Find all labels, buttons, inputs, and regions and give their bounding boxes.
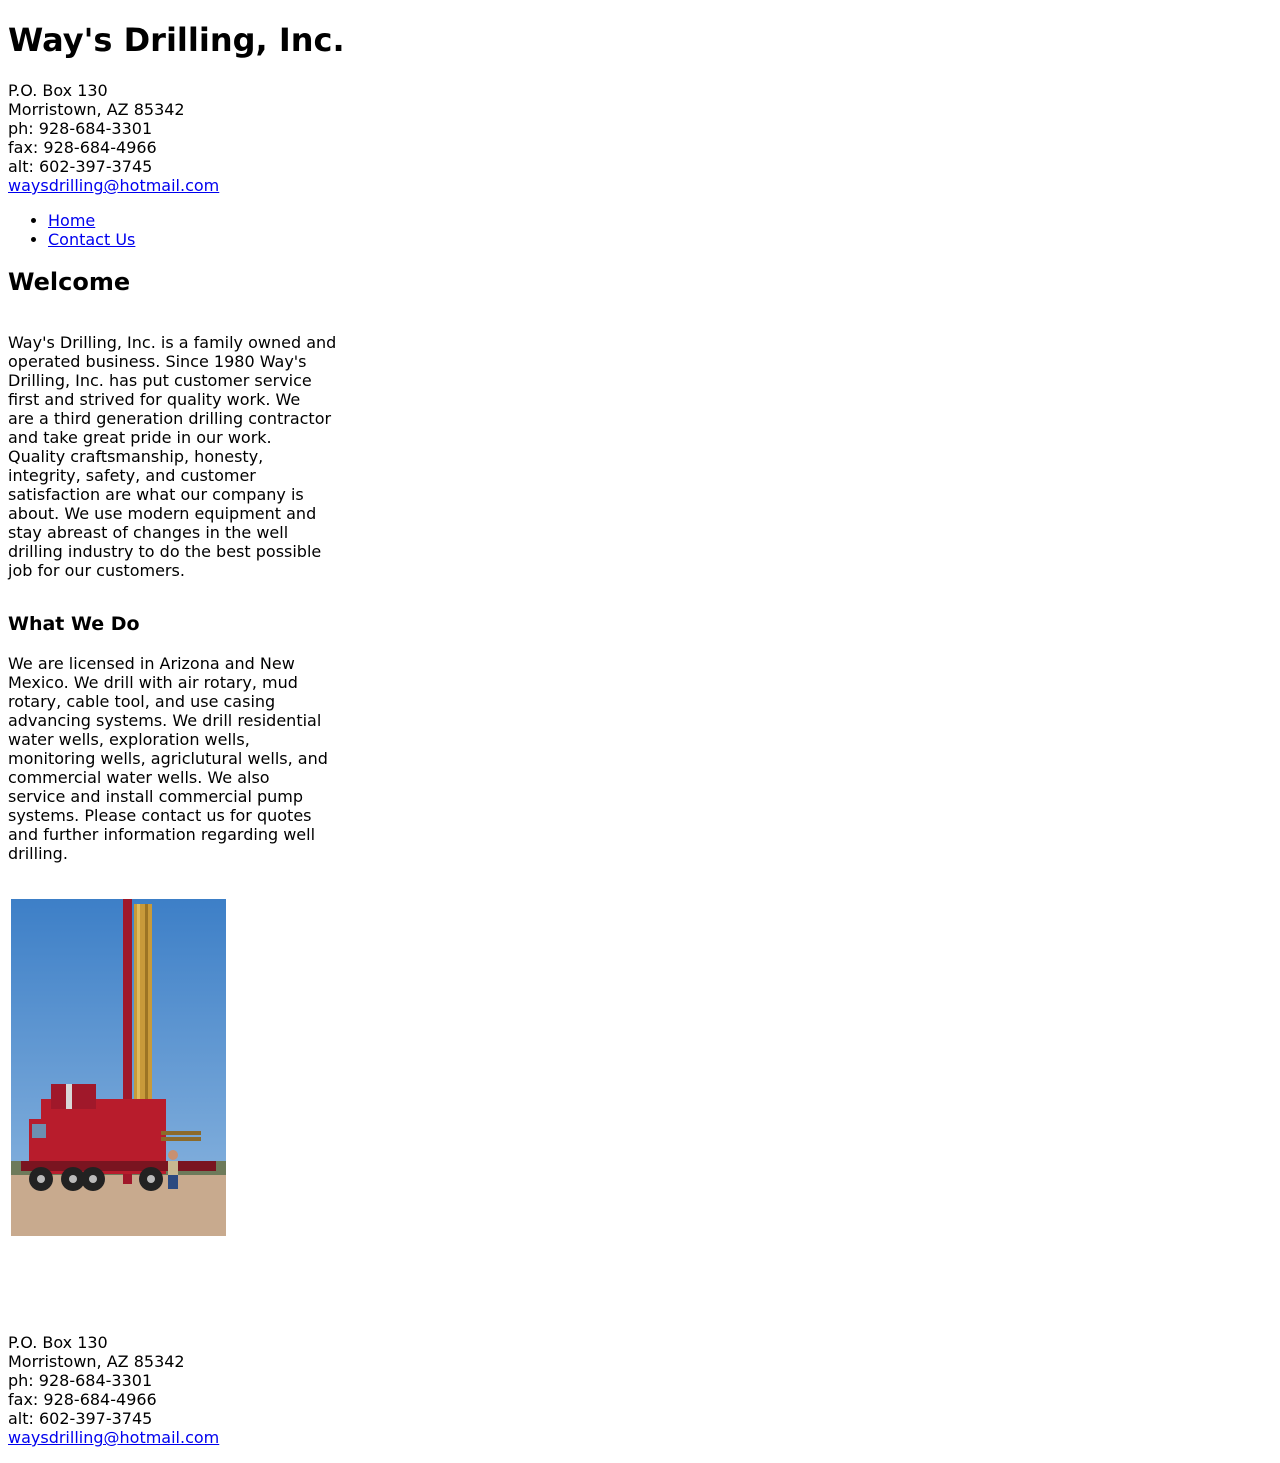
what-we-do-heading: What We Do [8,613,140,635]
what-we-do-paragraph: We are licensed in Arizona and New Mexico. We drill with air rotary, mud rotary, cable tool, and use casing advancing systems. We drill residential water wells, exploration wells, monitoring wells, agriclutural wells, and commercial water wells. We also service and install commercial pump systems. Please contact us for quotes and further information regarding well drilling. [8,654,328,863]
phone-number: ph: 928-684-3301 [8,119,153,138]
drilling-rig-photo [11,899,226,1236]
nav-link-home[interactable]: Home [48,211,96,230]
nav-link-contact-us[interactable]: Contact Us [48,230,136,249]
footer-alt-phone-number: alt: 602-397-3745 [8,1409,153,1428]
nav-item-home [48,211,135,230]
footer-address-line-1: P.O. Box 130 [8,1333,108,1352]
footer-address-line-2: Morristown, AZ 85342 [8,1352,185,1371]
footer-email-link[interactable]: waysdrilling@hotmail.com [8,1428,220,1447]
welcome-heading: Welcome [8,268,131,296]
email-link[interactable]: waysdrilling@hotmail.com [8,176,220,195]
nav-item-contact-us [48,230,135,249]
header-address [8,81,408,195]
main-nav [8,211,135,249]
site-title: Way's Drilling, Inc. [8,21,345,59]
footer-phone-number: ph: 928-684-3301 [8,1371,153,1390]
footer-address [8,1333,408,1447]
fax-number: fax: 928-684-4966 [8,138,157,157]
address-line-1: P.O. Box 130 [8,81,108,100]
alt-phone-number: alt: 602-397-3745 [8,157,153,176]
footer-fax-number: fax: 928-684-4966 [8,1390,157,1409]
welcome-paragraph: Way's Drilling, Inc. is a family owned and operated business. Since 1980 Way's Drilling, Inc. has put customer service first and strived for quality work. We are a third generation drilling contractor and take great pride in our work. Quality craftsmanship, honesty, integrity, safety, and customer satisfaction are what our company is about. We use modern equipment and stay abreast of changes in the well drilling industry to do the best possible job for our customers. [8,333,337,580]
address-line-2: Morristown, AZ 85342 [8,100,185,119]
